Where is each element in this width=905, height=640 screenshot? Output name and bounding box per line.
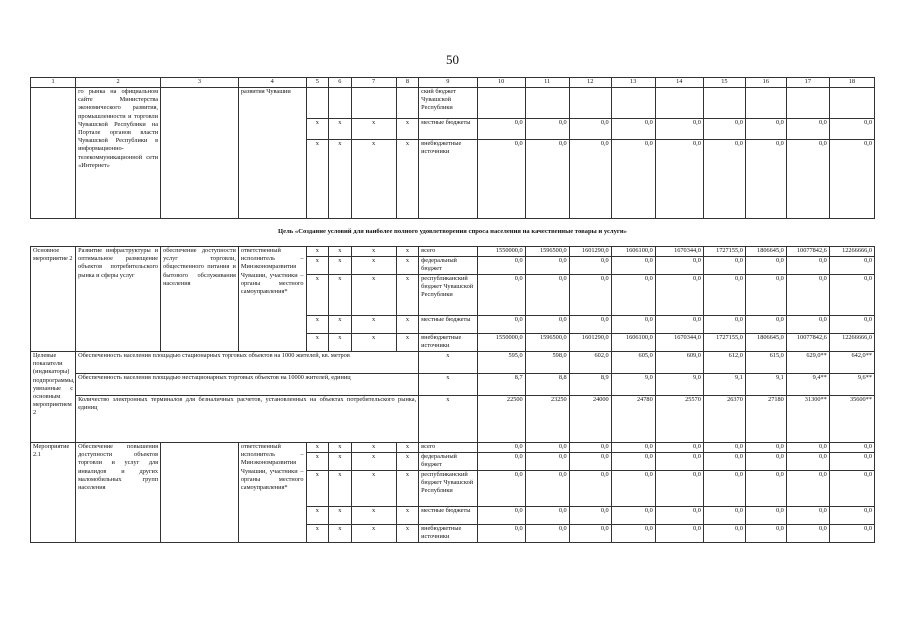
indicator-value: 598,0 — [525, 352, 569, 374]
year-value: 0,0 — [745, 140, 786, 219]
year-value: 0,0 — [786, 257, 829, 275]
code-cell: x — [306, 257, 329, 275]
column-number-16: 16 — [745, 78, 786, 88]
indicator-row — [31, 396, 875, 443]
funding-source: местные бюджеты — [419, 119, 477, 140]
code-cell: x — [306, 316, 329, 334]
indicator-source: x — [419, 374, 477, 396]
funding-source: федеральный бюджет — [419, 257, 477, 275]
year-value: 1601290,0 — [569, 247, 611, 257]
code-cell: x — [351, 507, 396, 525]
indicator-value: 612,0 — [703, 352, 745, 374]
column-number-17: 17 — [786, 78, 829, 88]
year-value: 1806645,0 — [745, 334, 786, 352]
column-number-15: 15 — [703, 78, 745, 88]
year-value: 0,0 — [525, 453, 569, 471]
code-cell: x — [329, 247, 352, 257]
year-value: 0,0 — [703, 119, 745, 140]
year-value — [829, 88, 874, 119]
year-value: 0,0 — [477, 507, 525, 525]
year-value: 0,0 — [525, 140, 569, 219]
column-number-14: 14 — [655, 78, 703, 88]
code-cell: x — [396, 119, 419, 140]
measure-2-1-executor: ответственный исполнитель – Минэкономразвития Чувашии, участники – органы местного самоуправления* — [238, 443, 306, 543]
year-value: 0,0 — [829, 316, 874, 334]
code-cell: x — [329, 275, 352, 316]
year-value: 0,0 — [655, 453, 703, 471]
code-cell: x — [351, 453, 396, 471]
code-cell: x — [329, 316, 352, 334]
year-value: 0,0 — [569, 275, 611, 316]
year-value: 0,0 — [786, 507, 829, 525]
table-body — [31, 78, 875, 543]
year-value: 0,0 — [569, 140, 611, 219]
code-cell: x — [351, 257, 396, 275]
year-value: 0,0 — [611, 316, 655, 334]
year-value: 0,0 — [525, 316, 569, 334]
year-value: 0,0 — [786, 119, 829, 140]
column-number-5: 5 — [306, 78, 329, 88]
code-cell: x — [351, 316, 396, 334]
year-value: 0,0 — [703, 275, 745, 316]
funding-source: ский бюджет Чувашской Республики — [419, 88, 477, 119]
year-value: 0,0 — [477, 316, 525, 334]
year-value: 12266666,0 — [829, 334, 874, 352]
indicator-row — [31, 374, 875, 396]
indicators-label: Целевые показатели (индикаторы) подпрограммы, увязанные с основным мероприятием 2 — [31, 352, 76, 443]
column-number-18: 18 — [829, 78, 874, 88]
year-value: 0,0 — [569, 443, 611, 453]
funding-source: республиканский бюджет Чувашской Республики — [419, 275, 477, 316]
indicator-value: 25570 — [655, 396, 703, 443]
code-cell — [329, 88, 352, 119]
year-value: 1670344,0 — [655, 247, 703, 257]
year-value — [477, 88, 525, 119]
goal-title: Цель «Создание условий для наиболее полного удовлетворения спроса населения на качественные товары и услуги» — [31, 219, 875, 247]
main-measure-2-name: Основное мероприятие 2 — [31, 247, 76, 352]
year-value: 0,0 — [745, 275, 786, 316]
year-value: 0,0 — [611, 507, 655, 525]
measure-2-1-goal — [161, 443, 239, 543]
year-value: 0,0 — [829, 471, 874, 507]
year-value: 0,0 — [569, 257, 611, 275]
year-value: 1606100,0 — [611, 247, 655, 257]
code-cell: x — [396, 507, 419, 525]
code-cell: x — [329, 140, 352, 219]
indicator-value: 642,0** — [829, 352, 874, 374]
year-value: 0,0 — [477, 453, 525, 471]
code-cell: x — [351, 334, 396, 352]
indicator-value: 602,0 — [569, 352, 611, 374]
code-cell: x — [329, 507, 352, 525]
measure-description: го рынка на официальном сайте Министерства экономического развития, промышленности и торговли Чувашской Республики на Портале органов власти Чувашской Республики в информационно-телекоммуникационной сети «Интернет» — [76, 88, 161, 219]
year-value: 0,0 — [611, 525, 655, 543]
year-value: 0,0 — [611, 443, 655, 453]
year-value: 1596500,0 — [525, 334, 569, 352]
code-cell: x — [396, 334, 419, 352]
code-cell: x — [351, 443, 396, 453]
year-value: 0,0 — [611, 140, 655, 219]
year-value: 0,0 — [703, 443, 745, 453]
year-value: 0,0 — [655, 525, 703, 543]
column-number-9: 9 — [419, 78, 477, 88]
year-value: 0,0 — [786, 275, 829, 316]
code-cell — [306, 88, 329, 119]
code-cell: x — [396, 471, 419, 507]
code-cell: x — [306, 453, 329, 471]
column-number-10: 10 — [477, 78, 525, 88]
year-value: 0,0 — [655, 257, 703, 275]
year-value: 0,0 — [745, 257, 786, 275]
year-value: 0,0 — [611, 257, 655, 275]
indicator-value: 23250 — [525, 396, 569, 443]
year-value: 0,0 — [786, 140, 829, 219]
year-value: 0,0 — [477, 525, 525, 543]
code-cell: x — [306, 471, 329, 507]
year-value: 1806645,0 — [745, 247, 786, 257]
code-cell: x — [351, 525, 396, 543]
year-value — [786, 88, 829, 119]
code-cell: x — [306, 140, 329, 219]
code-cell: x — [351, 247, 396, 257]
year-value: 0,0 — [569, 525, 611, 543]
year-value: 0,0 — [655, 275, 703, 316]
code-cell: x — [396, 140, 419, 219]
year-value: 0,0 — [786, 471, 829, 507]
year-value: 0,0 — [703, 507, 745, 525]
code-cell: x — [396, 443, 419, 453]
code-cell: x — [351, 471, 396, 507]
column-number-6: 6 — [329, 78, 352, 88]
year-value: 0,0 — [611, 453, 655, 471]
header-row — [31, 78, 875, 88]
measure-2-1-row — [31, 443, 875, 453]
code-cell: x — [351, 119, 396, 140]
year-value — [569, 88, 611, 119]
year-value: 0,0 — [569, 119, 611, 140]
year-value — [655, 88, 703, 119]
code-cell: x — [396, 247, 419, 257]
code-cell: x — [329, 334, 352, 352]
year-value: 0,0 — [829, 119, 874, 140]
funding-source: внебюджетные источники — [419, 525, 477, 543]
year-value: 0,0 — [745, 316, 786, 334]
indicator-value: 9,0 — [611, 374, 655, 396]
code-cell — [396, 88, 419, 119]
funding-source: республиканский бюджет Чувашской Республики — [419, 471, 477, 507]
year-value: 0,0 — [525, 471, 569, 507]
indicator-value: 31300** — [786, 396, 829, 443]
year-value: 0,0 — [655, 316, 703, 334]
year-value: 1670344,0 — [655, 334, 703, 352]
main-measure-2-row — [31, 247, 875, 257]
year-value: 0,0 — [525, 525, 569, 543]
goal-row — [31, 219, 875, 247]
code-cell: x — [306, 334, 329, 352]
year-value: 10077842,6 — [786, 247, 829, 257]
column-number-3: 3 — [161, 78, 239, 88]
year-value: 0,0 — [569, 471, 611, 507]
column-number-12: 12 — [569, 78, 611, 88]
funding-source: внебюджетные источники — [419, 334, 477, 352]
code-cell: x — [351, 275, 396, 316]
funding-source: местные бюджеты — [419, 507, 477, 525]
year-value: 0,0 — [477, 471, 525, 507]
year-value: 1606100,0 — [611, 334, 655, 352]
indicator-value: 26370 — [703, 396, 745, 443]
year-value: 0,0 — [703, 525, 745, 543]
column-number-7: 7 — [351, 78, 396, 88]
year-value: 0,0 — [745, 525, 786, 543]
year-value — [525, 88, 569, 119]
program-table — [30, 77, 875, 543]
year-value: 0,0 — [786, 316, 829, 334]
year-value: 0,0 — [569, 316, 611, 334]
year-value: 1550000,0 — [477, 247, 525, 257]
measure-2-1-name: Мероприятие 2.1 — [31, 443, 76, 543]
year-value: 0,0 — [477, 257, 525, 275]
indicator-value: 629,0** — [786, 352, 829, 374]
year-value: 0,0 — [569, 507, 611, 525]
year-value: 0,0 — [655, 507, 703, 525]
year-value: 0,0 — [525, 275, 569, 316]
year-value: 0,0 — [477, 140, 525, 219]
year-value: 10077842,6 — [786, 334, 829, 352]
funding-source: всего — [419, 247, 477, 257]
code-cell: x — [306, 507, 329, 525]
indicator-value: 24780 — [611, 396, 655, 443]
code-cell: x — [306, 443, 329, 453]
indicator-value: 615,0 — [745, 352, 786, 374]
year-value: 0,0 — [655, 443, 703, 453]
indicator-value: 9,1 — [703, 374, 745, 396]
column-number-2: 2 — [76, 78, 161, 88]
code-cell: x — [306, 247, 329, 257]
year-value: 0,0 — [655, 119, 703, 140]
year-value: 0,0 — [703, 257, 745, 275]
code-cell: x — [396, 257, 419, 275]
year-value: 1727155,0 — [703, 334, 745, 352]
year-value — [745, 88, 786, 119]
year-value: 0,0 — [745, 471, 786, 507]
year-value: 0,0 — [829, 525, 874, 543]
indicator-text: Обеспеченность населения площадью стационарных торговых объектов на 1000 жителей, кв. метров — [76, 352, 419, 374]
code-cell: x — [329, 119, 352, 140]
year-value: 0,0 — [477, 119, 525, 140]
main-measure-2-description: Развитие инфраструктуры и оптимальное размещение объектов потребительского рынка и сферы услуг — [76, 247, 161, 352]
indicator-value: 22500 — [477, 396, 525, 443]
code-cell — [351, 88, 396, 119]
indicator-text: Количество электронных терминалов для безналичных расчетов, установленных на объектах потребительского рынка, единиц — [76, 396, 419, 443]
indicator-value: 27180 — [745, 396, 786, 443]
year-value: 0,0 — [655, 140, 703, 219]
indicator-value: 8,9 — [569, 374, 611, 396]
indicator-value: 9,4** — [786, 374, 829, 396]
funding-source: местные бюджеты — [419, 316, 477, 334]
year-value: 0,0 — [703, 140, 745, 219]
column-number-13: 13 — [611, 78, 655, 88]
year-value: 0,0 — [655, 471, 703, 507]
code-cell: x — [329, 443, 352, 453]
year-value: 0,0 — [525, 257, 569, 275]
column-number-4: 4 — [238, 78, 306, 88]
code-cell: x — [396, 453, 419, 471]
indicator-value: 609,0 — [655, 352, 703, 374]
indicator-value: 24000 — [569, 396, 611, 443]
year-value: 12266666,0 — [829, 247, 874, 257]
col1-cell — [31, 88, 76, 219]
year-value: 0,0 — [611, 275, 655, 316]
col3-cell — [161, 88, 239, 219]
indicator-row — [31, 352, 875, 374]
indicator-value: 595,0 — [477, 352, 525, 374]
year-value: 0,0 — [829, 257, 874, 275]
continuation-row — [31, 88, 875, 119]
year-value: 0,0 — [703, 453, 745, 471]
indicator-text: Обеспеченность населения площадью нестационарных торговых объектов на 10000 жителей, единиц — [76, 374, 419, 396]
main-measure-2-goal: обеспечение доступности услуг торговли, общественного питания и бытового обслуживания населения — [161, 247, 239, 352]
measure-2-1-description: Обеспечение повышения доступности объектов торговли и услуг для инвалидов и других маломобильных групп населения — [76, 443, 161, 543]
year-value — [611, 88, 655, 119]
column-number-1: 1 — [31, 78, 76, 88]
year-value: 1596500,0 — [525, 247, 569, 257]
code-cell: x — [329, 471, 352, 507]
funding-source: внебюджетные источники — [419, 140, 477, 219]
code-cell: x — [306, 119, 329, 140]
funding-source: федеральный бюджет — [419, 453, 477, 471]
page-number: 50 — [446, 52, 459, 67]
indicator-source: x — [419, 352, 477, 374]
year-value: 0,0 — [477, 443, 525, 453]
code-cell: x — [306, 525, 329, 543]
year-value: 0,0 — [829, 507, 874, 525]
year-value: 0,0 — [703, 471, 745, 507]
year-value: 0,0 — [525, 443, 569, 453]
code-cell: x — [306, 275, 329, 316]
year-value: 0,0 — [611, 119, 655, 140]
indicator-value: 9,0 — [655, 374, 703, 396]
code-cell: x — [396, 525, 419, 543]
year-value: 0,0 — [786, 443, 829, 453]
year-value: 0,0 — [525, 119, 569, 140]
year-value: 0,0 — [829, 453, 874, 471]
executor-cell: развития Чувашии — [238, 88, 306, 219]
code-cell: x — [351, 140, 396, 219]
year-value: 0,0 — [477, 275, 525, 316]
indicator-value: 8,7 — [477, 374, 525, 396]
indicator-value: 9,6** — [829, 374, 874, 396]
code-cell: x — [329, 525, 352, 543]
year-value: 0,0 — [611, 471, 655, 507]
year-value — [703, 88, 745, 119]
indicator-value: 9,1 — [745, 374, 786, 396]
main-measure-2-executor: ответственный исполнитель – Минэкономразвития Чувашии, участники – органы местного самоуправления* — [238, 247, 306, 352]
indicator-value: 35600** — [829, 396, 874, 443]
year-value: 0,0 — [569, 453, 611, 471]
year-value: 0,0 — [786, 453, 829, 471]
year-value: 0,0 — [745, 453, 786, 471]
code-cell: x — [396, 316, 419, 334]
year-value: 0,0 — [829, 443, 874, 453]
year-value: 0,0 — [786, 525, 829, 543]
year-value: 0,0 — [703, 316, 745, 334]
indicator-source: x — [419, 396, 477, 443]
indicator-value: 605,0 — [611, 352, 655, 374]
code-cell: x — [329, 453, 352, 471]
year-value: 0,0 — [745, 507, 786, 525]
year-value: 0,0 — [745, 119, 786, 140]
year-value: 0,0 — [829, 275, 874, 316]
code-cell: x — [329, 257, 352, 275]
code-cell: x — [396, 275, 419, 316]
column-number-11: 11 — [525, 78, 569, 88]
funding-source: всего — [419, 443, 477, 453]
year-value: 0,0 — [829, 140, 874, 219]
year-value: 0,0 — [745, 443, 786, 453]
year-value: 1727155,0 — [703, 247, 745, 257]
year-value: 1550000,0 — [477, 334, 525, 352]
column-number-8: 8 — [396, 78, 419, 88]
year-value: 1601290,0 — [569, 334, 611, 352]
indicator-value: 8,8 — [525, 374, 569, 396]
year-value: 0,0 — [525, 507, 569, 525]
